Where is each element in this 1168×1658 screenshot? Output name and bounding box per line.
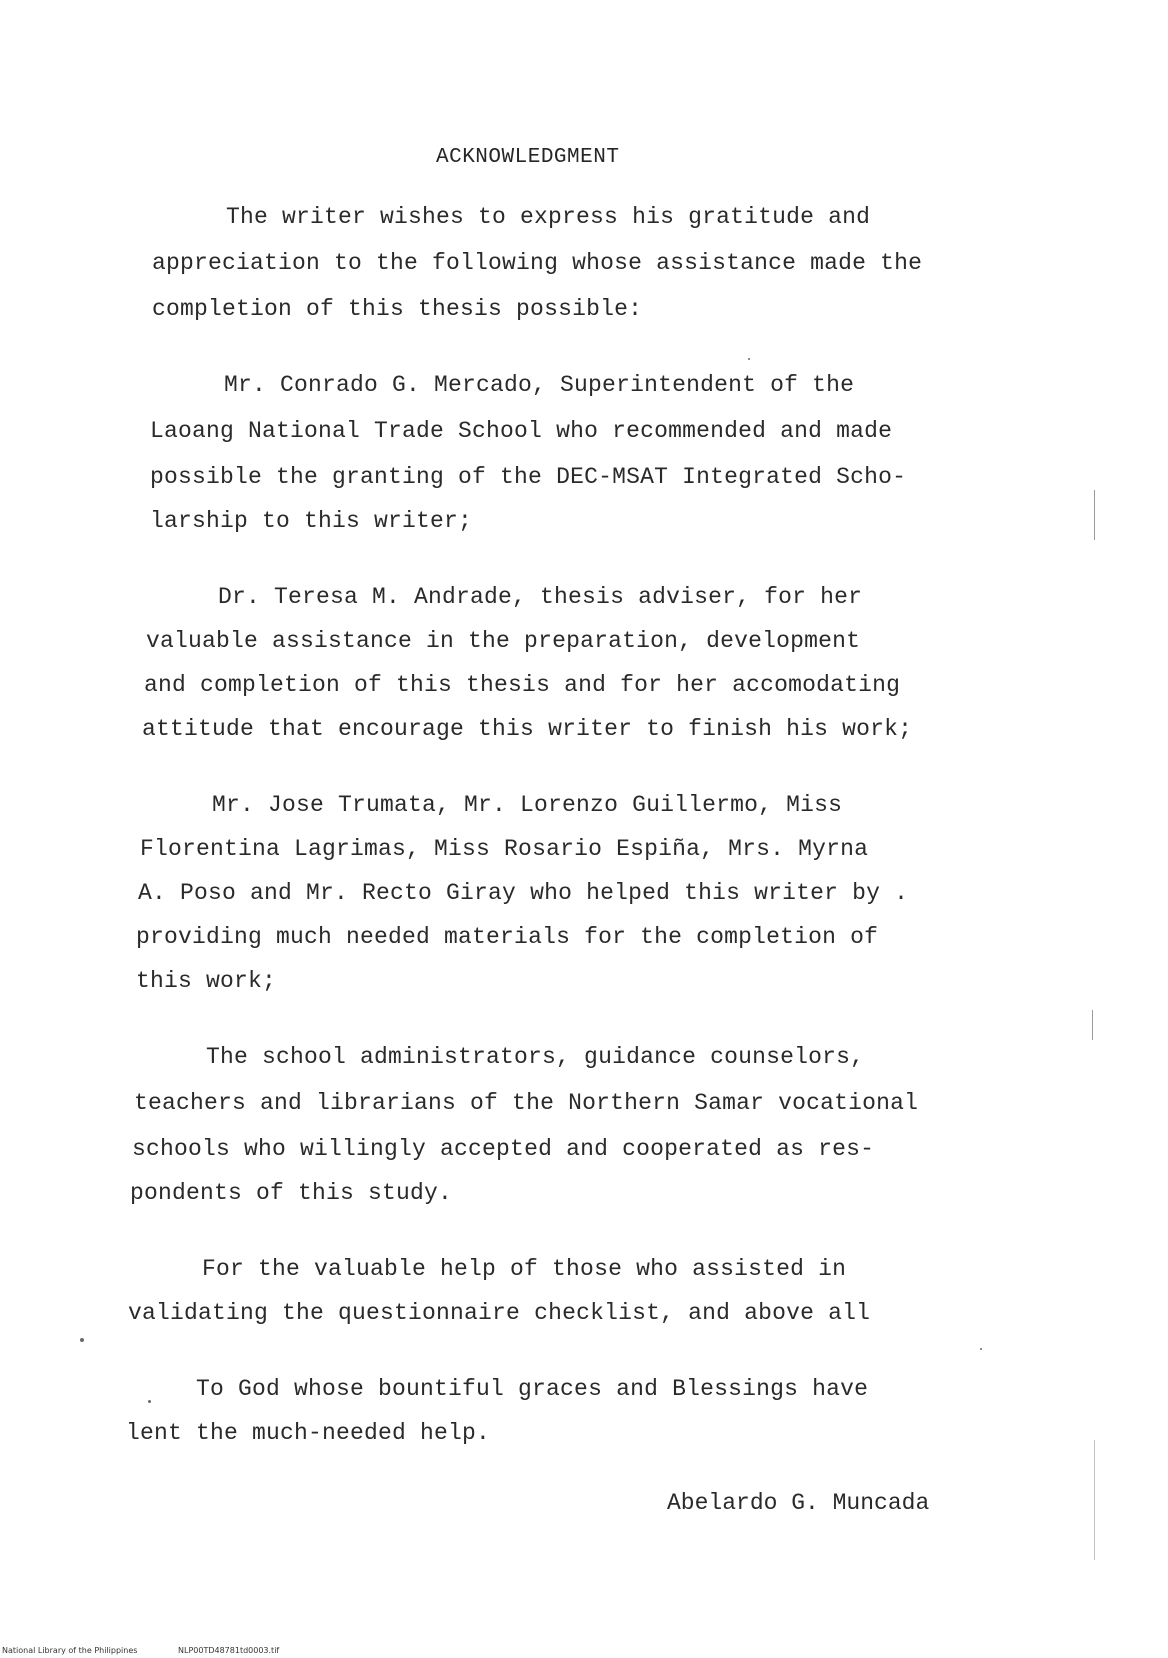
paragraph-line: The school administrators, guidance counselors, xyxy=(206,1044,865,1070)
paragraph-line: Dr. Teresa M. Andrade, thesis adviser, for her xyxy=(218,584,863,610)
paragraph-line: teachers and librarians of the Northern Samar vocational xyxy=(134,1090,919,1116)
scan-footer xyxy=(2,1646,280,1655)
paragraph-line: Mr. Conrado G. Mercado, Superintendent of the xyxy=(224,372,855,398)
scan-speck xyxy=(748,358,750,360)
paragraph-line: larship to this writer; xyxy=(150,508,473,534)
paragraph-line: completion of this thesis possible: xyxy=(152,296,643,322)
paragraph-line: schools who willingly accepted and cooperated as res- xyxy=(132,1136,875,1162)
paragraph-line: possible the granting of the DEC-MSAT Integrated Scho- xyxy=(150,464,907,490)
paragraph-line: lent the much-needed help. xyxy=(126,1420,491,1446)
scan-speck xyxy=(148,1400,151,1403)
paragraph-line: this work; xyxy=(136,968,277,994)
footer-library: National Library of the Philippines xyxy=(2,1646,138,1655)
paragraph-line: To God whose bountiful graces and Blessings have xyxy=(196,1376,869,1402)
footer-file-id: NLP00TD48781td0003.tif xyxy=(178,1646,280,1655)
paragraph-line: attitude that encourage this writer to finish his work; xyxy=(142,716,913,742)
scan-edge-mark xyxy=(1094,1440,1095,1560)
paragraph-line: The writer wishes to express his gratitude and xyxy=(226,204,871,230)
paragraph-line: pondents of this study. xyxy=(130,1180,453,1206)
paragraph-line: Laoang National Trade School who recommended and made xyxy=(150,418,893,444)
scan-speck xyxy=(80,1338,84,1342)
scan-edge-mark xyxy=(1094,490,1095,540)
signature: Abelardo G. Muncada xyxy=(667,1490,930,1516)
page-title: ACKNOWLEDGMENT xyxy=(436,146,620,169)
paragraph-line: Mr. Jose Trumata, Mr. Lorenzo Guillermo, Miss xyxy=(212,792,843,818)
paragraph-line: and completion of this thesis and for her accomodating xyxy=(144,672,901,698)
paragraph-line: Florentina Lagrimas, Miss Rosario Espiña, Mrs. Myrna xyxy=(140,836,869,862)
paragraph-line: appreciation to the following whose assistance made the xyxy=(152,250,923,276)
paragraph-line: validating the questionnaire checklist, and above all xyxy=(128,1300,871,1326)
paragraph-line: providing much needed materials for the completion of xyxy=(136,924,879,950)
scan-speck xyxy=(980,1348,982,1350)
paragraph-line: For the valuable help of those who assisted in xyxy=(202,1256,847,1282)
paragraph-line: valuable assistance in the preparation, development xyxy=(146,628,861,654)
paragraph-line: A. Poso and Mr. Recto Giray who helped this writer by . xyxy=(138,880,909,906)
scan-edge-mark xyxy=(1092,1010,1093,1040)
